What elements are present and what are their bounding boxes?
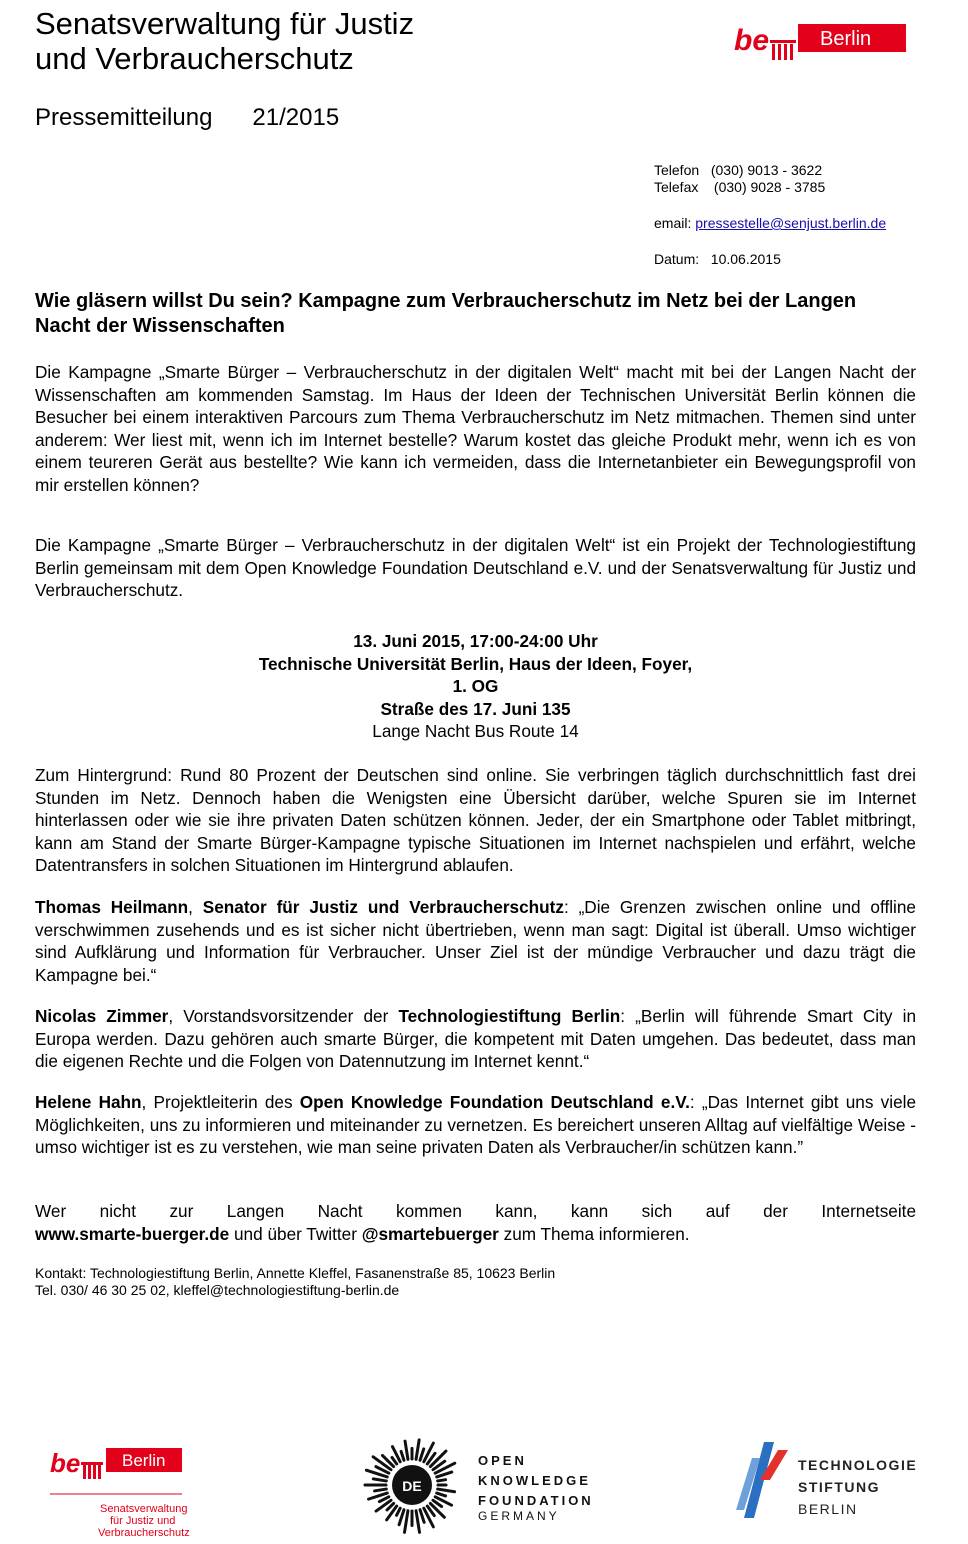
okf-ray [438, 1480, 446, 1481]
okf-ray [416, 1511, 419, 1533]
phone-number: (030) 9013 - 3622 [710, 162, 823, 178]
berlin-senate-sub3: Verbraucherschutz [98, 1527, 190, 1539]
okf-ray [397, 1508, 401, 1515]
okf-line4: GERMANY [478, 1509, 560, 1523]
okf-ray [404, 1511, 407, 1533]
contact-block [654, 162, 886, 268]
website-outro: zum Thema informieren. [498, 1223, 690, 1244]
okf-ray [387, 1503, 394, 1510]
okf-ray [420, 1510, 424, 1523]
press-release-line [35, 103, 339, 133]
website-url[interactable]: www.smarte-buerger.de [35, 1223, 230, 1244]
paragraph-website [35, 1200, 916, 1245]
organization-title [35, 6, 414, 76]
press-label: Pressemitteilung [35, 104, 213, 131]
email-label: email: [654, 215, 692, 231]
okf-ray [379, 1497, 388, 1502]
paragraph-background: Zum Hintergrund: Rund 80 Prozent der Deutschen sind online. Sie verbringen täglich durchschnittlich fast drei Stunden im Netz. Dennoch haben die Wenigsten eine Übersicht darüber, welche Spuren sie im Internet hinterlassen oder wie sie ihre privaten Daten schützen können. Jeder, der ein Smartphone oder Tablet mitbringt, kann am Stand der Smarte Bürger-Kampagne typische Situationen im Internet nachspielen und erfährt, welche Datentransfers in solchen Situationen im Hintergrund ablaufen. [35, 765, 916, 876]
paragraph-quote-hahn [35, 1091, 916, 1159]
quote-role-hahn: , Projektleiterin des [141, 1092, 300, 1112]
email-link[interactable]: pressestelle@senjust.berlin.de [695, 215, 887, 231]
quote-text-hahn: : „Das Internet gibt uns viele Möglichkeiten, uns zu informieren und miteinander zu vernetzen. Es bereichert unseren Alltag auf vielfältige Weise - umso wichtiger ist es zu verstehen, wie man seine privaten Daten als Verbraucher/in schützen kann.” [35, 1092, 917, 1158]
okf-ray [416, 1440, 419, 1459]
phone-label: Telefon [654, 162, 700, 178]
berlin-senate-be: be [50, 1448, 81, 1478]
twitter-handle[interactable]: @smartebuerger [361, 1223, 499, 1244]
paragraph-project: Die Kampagne „Smarte Bürger – Verbraucherschutz in der digitalen Welt“ ist ein Projekt der Technologiestiftung Berlin gemeinsam mit dem Open Knowledge Foundation Deutschland e.V. und der Senatsverwaltung für Justiz und Verbraucherschutz. [35, 535, 916, 601]
org-title-line1: Senatsverwaltung für Justiz [35, 6, 415, 41]
okf-ray [392, 1457, 397, 1463]
event-location: Technische Universität Berlin, Haus der Ideen, Foyer, [258, 653, 693, 674]
website-intro: Wer nicht zur Langen Nacht kommen kann, kann sich auf der Internetseite [35, 1201, 916, 1221]
date-value: 10.06.2015 [710, 251, 781, 267]
okf-ray [420, 1449, 424, 1460]
ts-line3: BERLIN [798, 1501, 858, 1517]
okf-badge-text: DE [402, 1478, 422, 1494]
quote-separator: , [188, 897, 203, 917]
quote-name-zimmer: Nicolas Zimmer [35, 1006, 169, 1026]
paragraph-quote-zimmer [35, 1005, 916, 1073]
quote-text-zimmer: : „Berlin will führende Smart City in Europa werden. Dazu gehören auch smarte Bürger, die kompetent mit Daten umgehen. Das bedeutet, dass man die eigenen Rechte und die Folgen von Datennutzung im Internet kennt.“ [35, 1006, 917, 1072]
ts-line2: STIFTUNG [798, 1479, 880, 1495]
event-floor: 1. OG [452, 676, 499, 697]
berlin-senate-sub1: Senatsverwaltung [100, 1503, 188, 1515]
berlin-logo-be-text: be [734, 24, 770, 57]
press-headline: Wie gläsern willst Du sein? Kampagne zum Verbraucherschutz im Netz bei der Langen Nacht der Wissenschaften [35, 290, 857, 337]
okf-ray [437, 1493, 446, 1496]
event-bus: Lange Nacht Bus Route 14 [372, 721, 579, 742]
quote-name-heilmann: Thomas Heilmann [35, 897, 189, 917]
kontakt-block [35, 1265, 555, 1299]
kontakt-line1: Kontakt: Technologiestiftung Berlin, Annette Kleffel, Fasanenstraße 85, 10623 Berlin [35, 1265, 556, 1281]
event-street: Straße des 17. Juni 135 [380, 698, 571, 719]
fax-label: Telefax [654, 179, 699, 195]
okf-ray [375, 1489, 387, 1491]
ts-line1: TECHNOLOGIE [798, 1457, 918, 1473]
quote-role-heilmann: Senator für Justiz und Verbraucherschutz [202, 897, 564, 917]
okf-ray [438, 1489, 455, 1492]
paragraph-intro: Die Kampagne „Smarte Bürger – Verbraucherschutz in der digitalen Welt“ macht mit bei der Langen Nacht der Wissenschaften am kommenden Samstag. Im Haus der Ideen der Technischen Universität Berlin können die Besucher bei einem interaktiven Parcours zum Thema Verbraucherschutz im Netz mitmachen. Themen sind unter anderem: Wer liest mit, wenn ich im Internet bestelle? Warum kostet das gleiche Produkt mehr, wenn ich es von einem teureren Gerät aus bestellte? Wie kann ich vermeiden, dass die Internetanbieter ein Bewegungsprofil von mir erstellen können? [35, 362, 916, 495]
berlin-logo-word: Berlin [820, 28, 872, 50]
okf-line1: OPEN [478, 1453, 527, 1468]
quote-role-zimmer: , Vorstandsvorsitzender der [168, 1006, 399, 1026]
okf-ray [401, 1451, 404, 1460]
open-knowledge-foundation-logo [342, 1435, 612, 1535]
press-number: 21/2015 [252, 104, 340, 131]
date-label: Datum: [654, 251, 700, 267]
technologiestiftung-logo [734, 1440, 934, 1524]
berlin-logo-top [734, 20, 906, 64]
berlin-senate-logo [50, 1444, 200, 1544]
kontakt-line2: Tel. 030/ 46 30 25 02, kleffel@technologiestiftung-berlin.de [35, 1282, 400, 1298]
fax-number: (030) 9028 - 3785 [713, 179, 826, 195]
quote-name-hahn: Helene Hahn [35, 1092, 142, 1112]
event-date: 13. Juni 2015, 17:00-24:00 Uhr [353, 631, 598, 651]
quote-org-zimmer: Technologiestiftung Berlin [398, 1006, 621, 1026]
paragraph-quote-heilmann [35, 896, 916, 986]
berlin-senate-word: Berlin [122, 1451, 166, 1470]
quote-org-hahn: Open Knowledge Foundation Deutschland e.V. [299, 1092, 690, 1112]
website-twitter-intro: und über Twitter [229, 1223, 362, 1244]
okf-ray [373, 1479, 386, 1481]
okf-line2: KNOWLEDGE [478, 1473, 591, 1488]
okf-ray [405, 1441, 408, 1459]
okf-line3: FOUNDATION [478, 1493, 594, 1508]
berlin-senate-sub2: für Justiz und [110, 1515, 176, 1527]
org-title-line2: und Verbraucherschutz [35, 41, 354, 76]
quote-text-heilmann: : „Die Grenzen zwischen online und offline verschwimmen zusehends und es ist sicher nicht übertrieben, wenn man sagt: Digital ist überall. Umso wichtiger sind Aufklärung und Information für Verbraucher. Unser Ziel ist der mündige Verbraucher und dazu trägt die Kampagne bei.“ [35, 897, 916, 985]
event-details [35, 630, 916, 743]
